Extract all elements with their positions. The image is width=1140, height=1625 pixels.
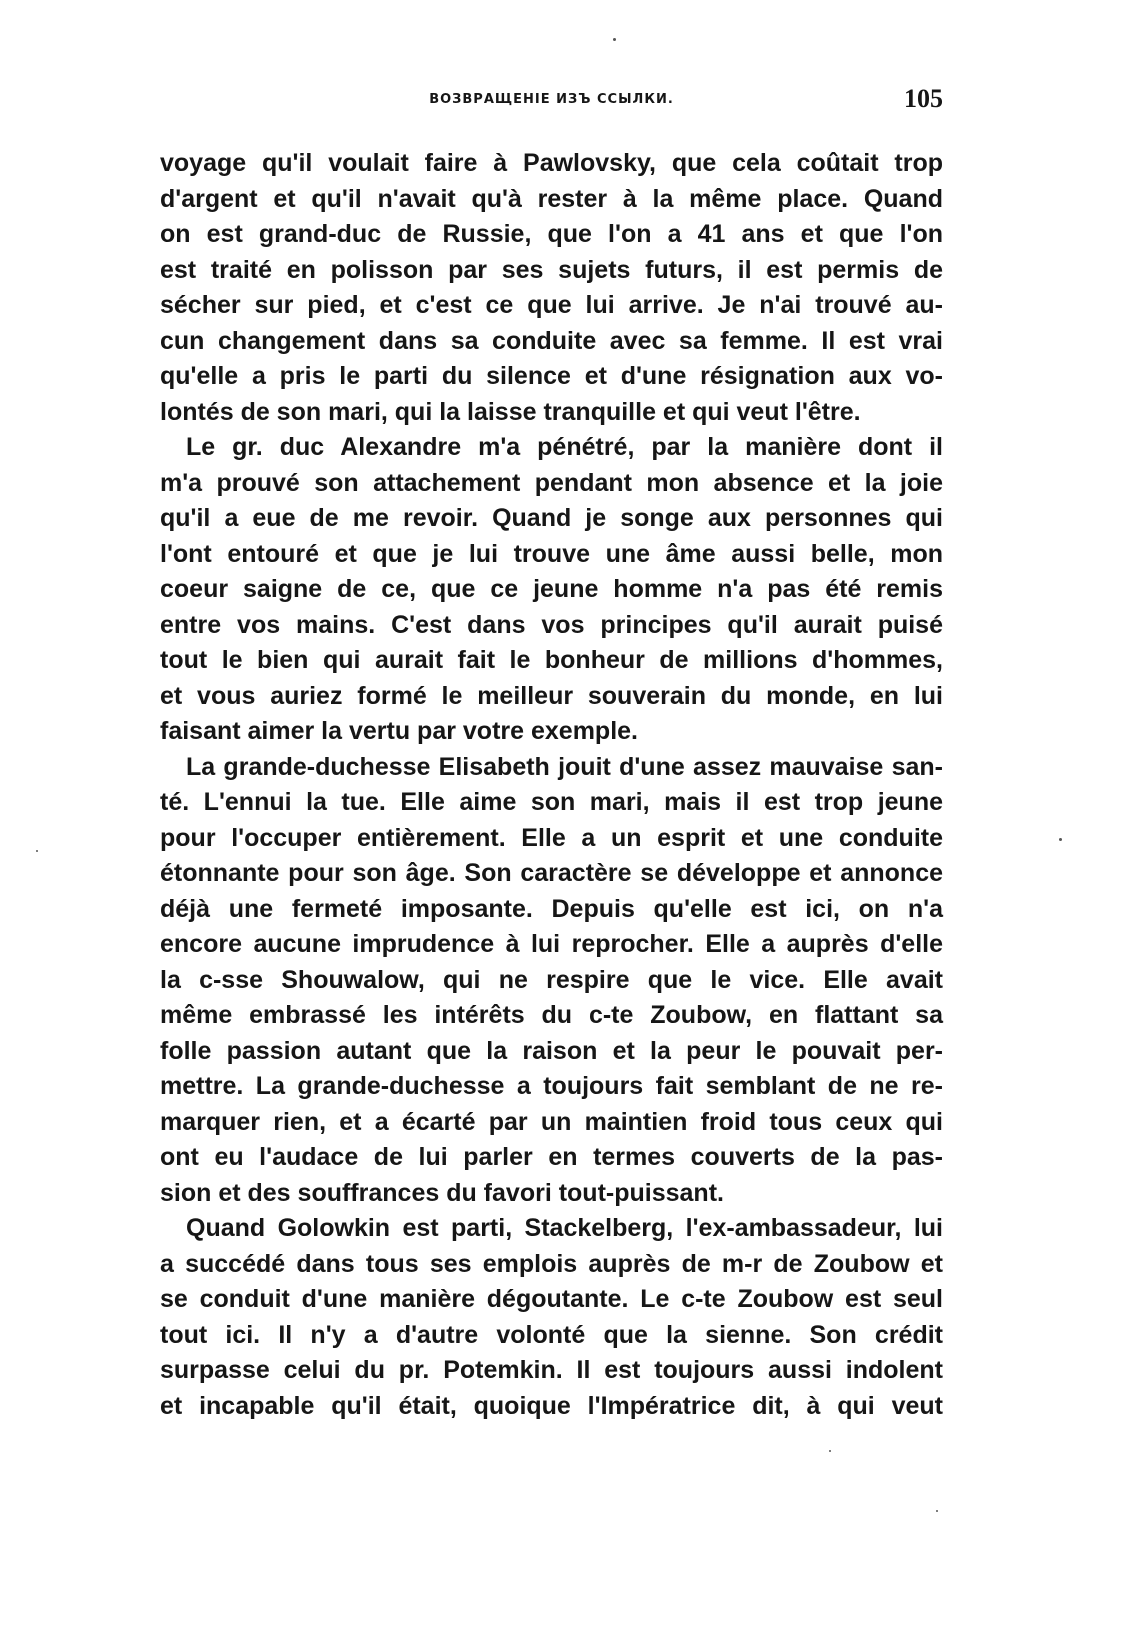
text-line: entre vos mains. C'est dans vos principes qu'il aurait puisé (160, 610, 943, 639)
paper-speck (613, 38, 616, 41)
text-line: ont eu l'audace de lui parler en termes couverts de la pas- (160, 1143, 943, 1171)
text-line: Quand Golowkin est parti, Stackelberg, l'ex-ambassadeur, lui (186, 1214, 943, 1242)
text-line: déjà une fermeté imposante. Depuis qu'elle est ici, on n'a (160, 894, 943, 923)
text-line: et incapable qu'il était, quoique l'Impératrice dit, à qui veut (160, 1391, 943, 1420)
text-line: cun changement dans sa conduite avec sa femme. Il est vrai (160, 326, 943, 355)
paper-speck (936, 1510, 938, 1512)
text-line: marquer rien, et a écarté par un maintien froid tous ceux qui (160, 1107, 943, 1136)
text-line: m'a prouvé son attachement pendant mon absence et la joie (160, 468, 943, 497)
page-number: 105 (904, 84, 943, 113)
text-line: sion et des souffrances du favori tout-puissant. (160, 1178, 724, 1207)
text-body (160, 146, 943, 1424)
text-line: qu'il a eue de me revoir. Quand je songe aux personnes qui (160, 504, 943, 532)
text-line: qu'elle a pris le parti du silence et d'une résignation aux vo- (160, 362, 943, 390)
running-head (160, 84, 943, 118)
text-line: té. L'ennui la tue. Elle aime son mari, mais il est trop jeune (160, 788, 943, 816)
text-line: la c-sse Shouwalow, qui ne respire que le vice. Elle avait (160, 965, 943, 994)
text-line: tout ici. Il n'y a d'autre volonté que la sienne. Son crédit (160, 1320, 943, 1349)
text-line: a succédé dans tous ses emplois auprès de m-r de Zoubow et (160, 1249, 943, 1278)
text-line: surpasse celui du pr. Potemkin. Il est toujours aussi indolent (160, 1356, 943, 1384)
text-line: La grande-duchesse Elisabeth jouit d'une assez mauvaise san- (186, 752, 943, 781)
text-line: pour l'occuper entièrement. Elle a un esprit et une conduite (160, 823, 943, 852)
text-line: encore aucune imprudence à lui reprocher. Elle a auprès d'elle (160, 930, 943, 958)
running-title: ВОЗВРАЩЕНІЕ ИЗЪ ССЫЛКИ. (429, 92, 674, 107)
text-line: même embrassé les intérêts du c-te Zoubow, en flattant sa (160, 1001, 943, 1029)
text-line: lontés de son mari, qui la laisse tranquille et qui veut l'être. (160, 397, 861, 426)
text-line: et vous auriez formé le meilleur souverain du monde, en lui (160, 681, 943, 710)
text-line: coeur saigne de ce, que ce jeune homme n'a pas été remis (160, 575, 943, 603)
text-line: d'argent et qu'il n'avait qu'à rester à la même place. Quand (160, 184, 943, 213)
paper-speck (1059, 838, 1062, 841)
text-line: l'ont entouré et que je lui trouve une âme aussi belle, mon (160, 539, 943, 568)
paper-speck (829, 1450, 831, 1452)
text-line: on est grand-duc de Russie, que l'on a 41 ans et que l'on (160, 220, 943, 248)
text-line: sécher sur pied, et c'est ce que lui arrive. Je n'ai trouvé au- (160, 291, 943, 319)
text-line: mettre. La grande-duchesse a toujours fait semblant de ne re- (160, 1072, 943, 1100)
text-line: voyage qu'il voulait faire à Pawlovsky, que cela coûtait trop (160, 149, 943, 177)
paper-speck (36, 850, 38, 852)
text-line: Le gr. duc Alexandre m'a pénétré, par la manière dont il (186, 433, 943, 461)
text-line: folle passion autant que la raison et la peur le pouvait per- (160, 1036, 943, 1065)
text-line: se conduit d'une manière dégoutante. Le c-te Zoubow est seul (160, 1285, 943, 1313)
text-line: faisant aimer la vertu par votre exemple. (160, 717, 638, 745)
text-line: étonnante pour son âge. Son caractère se développe et annonce (160, 859, 943, 887)
text-line: est traité en polisson par ses sujets futurs, il est permis de (160, 255, 943, 284)
text-line: tout le bien qui aurait fait le bonheur de millions d'hommes, (160, 646, 943, 674)
